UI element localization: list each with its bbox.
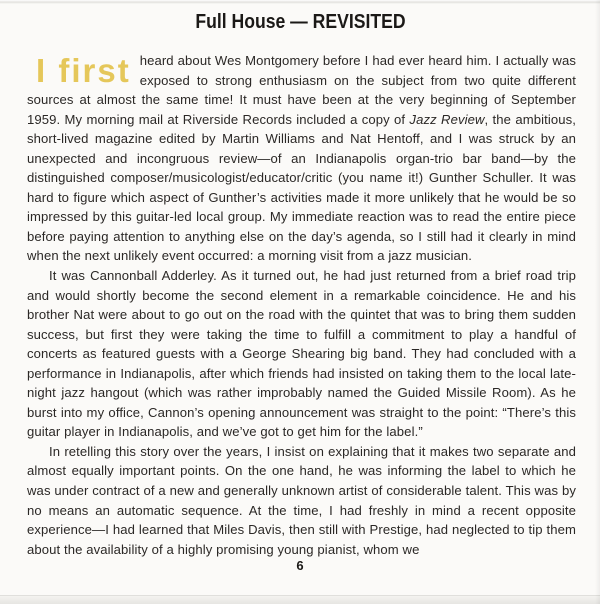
paragraph-2: It was Cannonball Adderley. As it turned out, he had just returned from a brief road trip and would shortly become the second element in a remarkable coincidence. He and his brother Nat were about to go out on the road with the quintet that was to bring them sudden success, but first they were taking the time to fulfill a commitment to play a handful of concerts as featured guests with a George Shearing big band. They had concluded with a performance in Indianapolis, after which friends had insisted on taking them to the local late-night jazz hangout (which was rather improbably named the Guided Missile Room). As he burst into my office, Cannon’s opening announcement was straight to the point: “There’s this guitar player in Indianapolis, and we’ve got to get him for the label.” (27, 268, 576, 440)
paragraph-1-text-b: , the ambitious, short-lived magazine edited by Martin Williams and Nat Hentoff, and I was struck by an unexpected and incongruous review—of an Indianapolis organ-trio bar band—by the distinguished composer/musicologist/educator/critic (you name it!) Gunther Schuller. It was hard to figure which aspect of Gunther’s activities made it more unlikely that he would be so impressed by this guitar-led local group. My immediate reaction was to read the entire piece before paying attention to anything else on the day’s agenda, so I still had it clearly in mind when the next unlikely event occurred: a morning visit from a jazz musician. (27, 111, 576, 264)
lead-in-words: I first (36, 52, 131, 89)
scan-right-edge (595, 0, 600, 604)
paragraph-1 (27, 51, 576, 266)
page-header (0, 11, 600, 34)
liner-notes-text (27, 51, 576, 559)
paragraph-3: In retelling this story over the years, I insist on explaining that it makes two separate and almost equally important points. On the one hand, he was informing the label to which he was under contract of a new and generally unknown artist of considerable talent. This was by no means an automatic sequence. At the time, I had freshly in mind a recent opposite experience—I had learned that Miles Davis, then still with Prestige, had neglected to tip them about the availability of a highly promising young pianist, whom we (27, 443, 576, 557)
page-number: 6 (296, 558, 304, 573)
page-title: Full House — REVISITED (194, 11, 406, 33)
scan-bottom-edge (0, 595, 600, 604)
magazine-name-italic: Jazz Review (409, 111, 485, 127)
scan-top-edge (0, 0, 600, 4)
paragraph-1-text-a: heard about Wes Montgomery before I had ever heard him. I actually was exposed to strong enthusiasm on the subject from two quite different sources at almost the same time! It must have been at the very beginning of September 1959. My morning mail at Riverside Records included a copy of (27, 53, 576, 127)
